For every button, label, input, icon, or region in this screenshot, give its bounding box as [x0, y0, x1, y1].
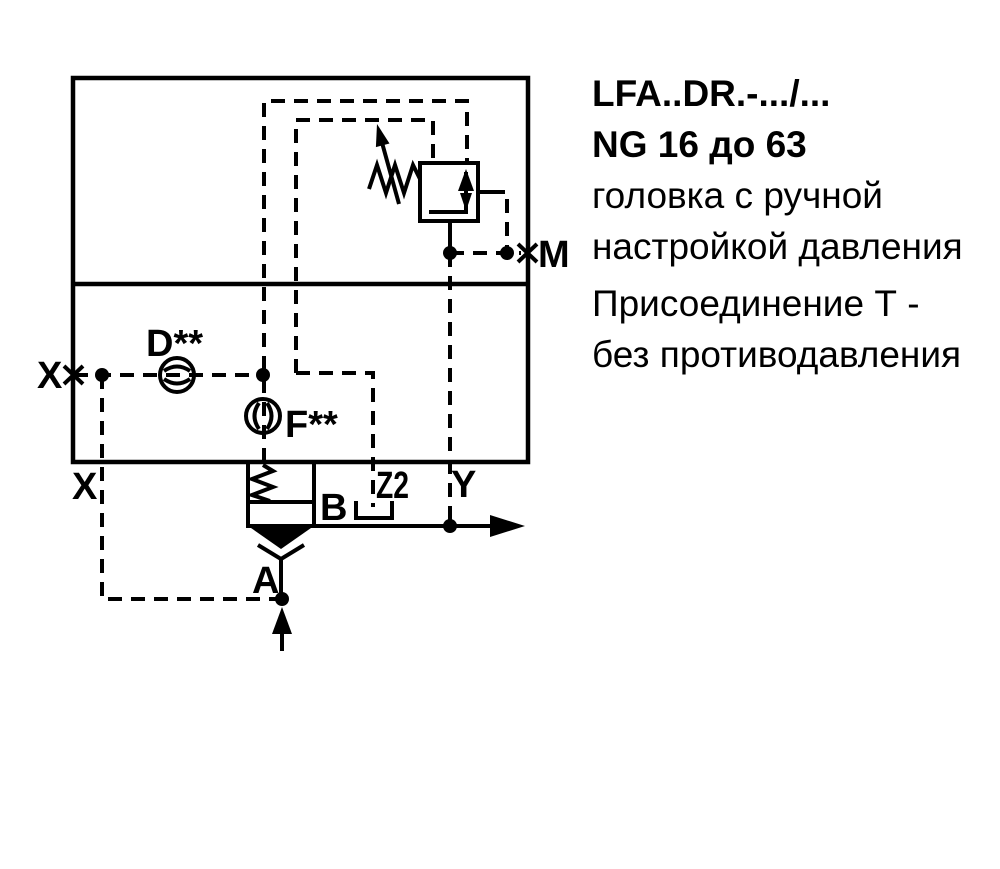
model-size-line: NG 16 до 63 [592, 124, 807, 165]
label-orifice-d: D** [146, 323, 204, 365]
subtitle-line1: головка с ручной [592, 175, 883, 216]
orifice-f-right-arc [267, 403, 272, 429]
orifice-d-top-arc [164, 367, 190, 372]
junction-dot [95, 368, 109, 382]
note-line1: Присоединение Т - [592, 283, 920, 324]
junction-dot [443, 519, 457, 533]
junction-dot [443, 246, 457, 260]
label-port-m: M [538, 234, 570, 276]
orifice-d-bottom-arc [164, 379, 190, 384]
label-port-b: B [320, 487, 348, 529]
label-orifice-f: F** [285, 404, 338, 446]
pilot-line-relief-side [491, 192, 507, 249]
junction-dot [256, 368, 270, 382]
label-port-a: A [252, 560, 280, 602]
relief-valve-flow-path [429, 172, 466, 212]
description-block [592, 68, 992, 380]
junction-dot [500, 246, 514, 260]
pilot-line-secondary-top [296, 120, 433, 373]
label-port-y: Y [451, 464, 477, 506]
port-b-arrow-icon [490, 515, 525, 537]
pilot-relief-valve [369, 124, 491, 248]
relief-valve-up-arrow-icon [458, 169, 474, 191]
poppet-spring-icon [252, 465, 273, 501]
note-line2: без противодавления [592, 334, 962, 375]
subtitle-line2: настройкой давления [592, 226, 963, 267]
label-port-z2: Z2 [376, 465, 409, 507]
label-port-x-lower: X [72, 466, 98, 508]
label-port-x-outer: X [37, 355, 63, 397]
model-code-line1: LFA..DR.-.../... [592, 73, 831, 114]
adjustment-arrow-head-icon [376, 124, 390, 147]
relief-valve-down-arrow-icon [460, 193, 472, 211]
port-a-arrow-icon [272, 607, 292, 634]
orifice-f-left-arc [255, 403, 260, 429]
main-poppet-valve [248, 462, 314, 559]
